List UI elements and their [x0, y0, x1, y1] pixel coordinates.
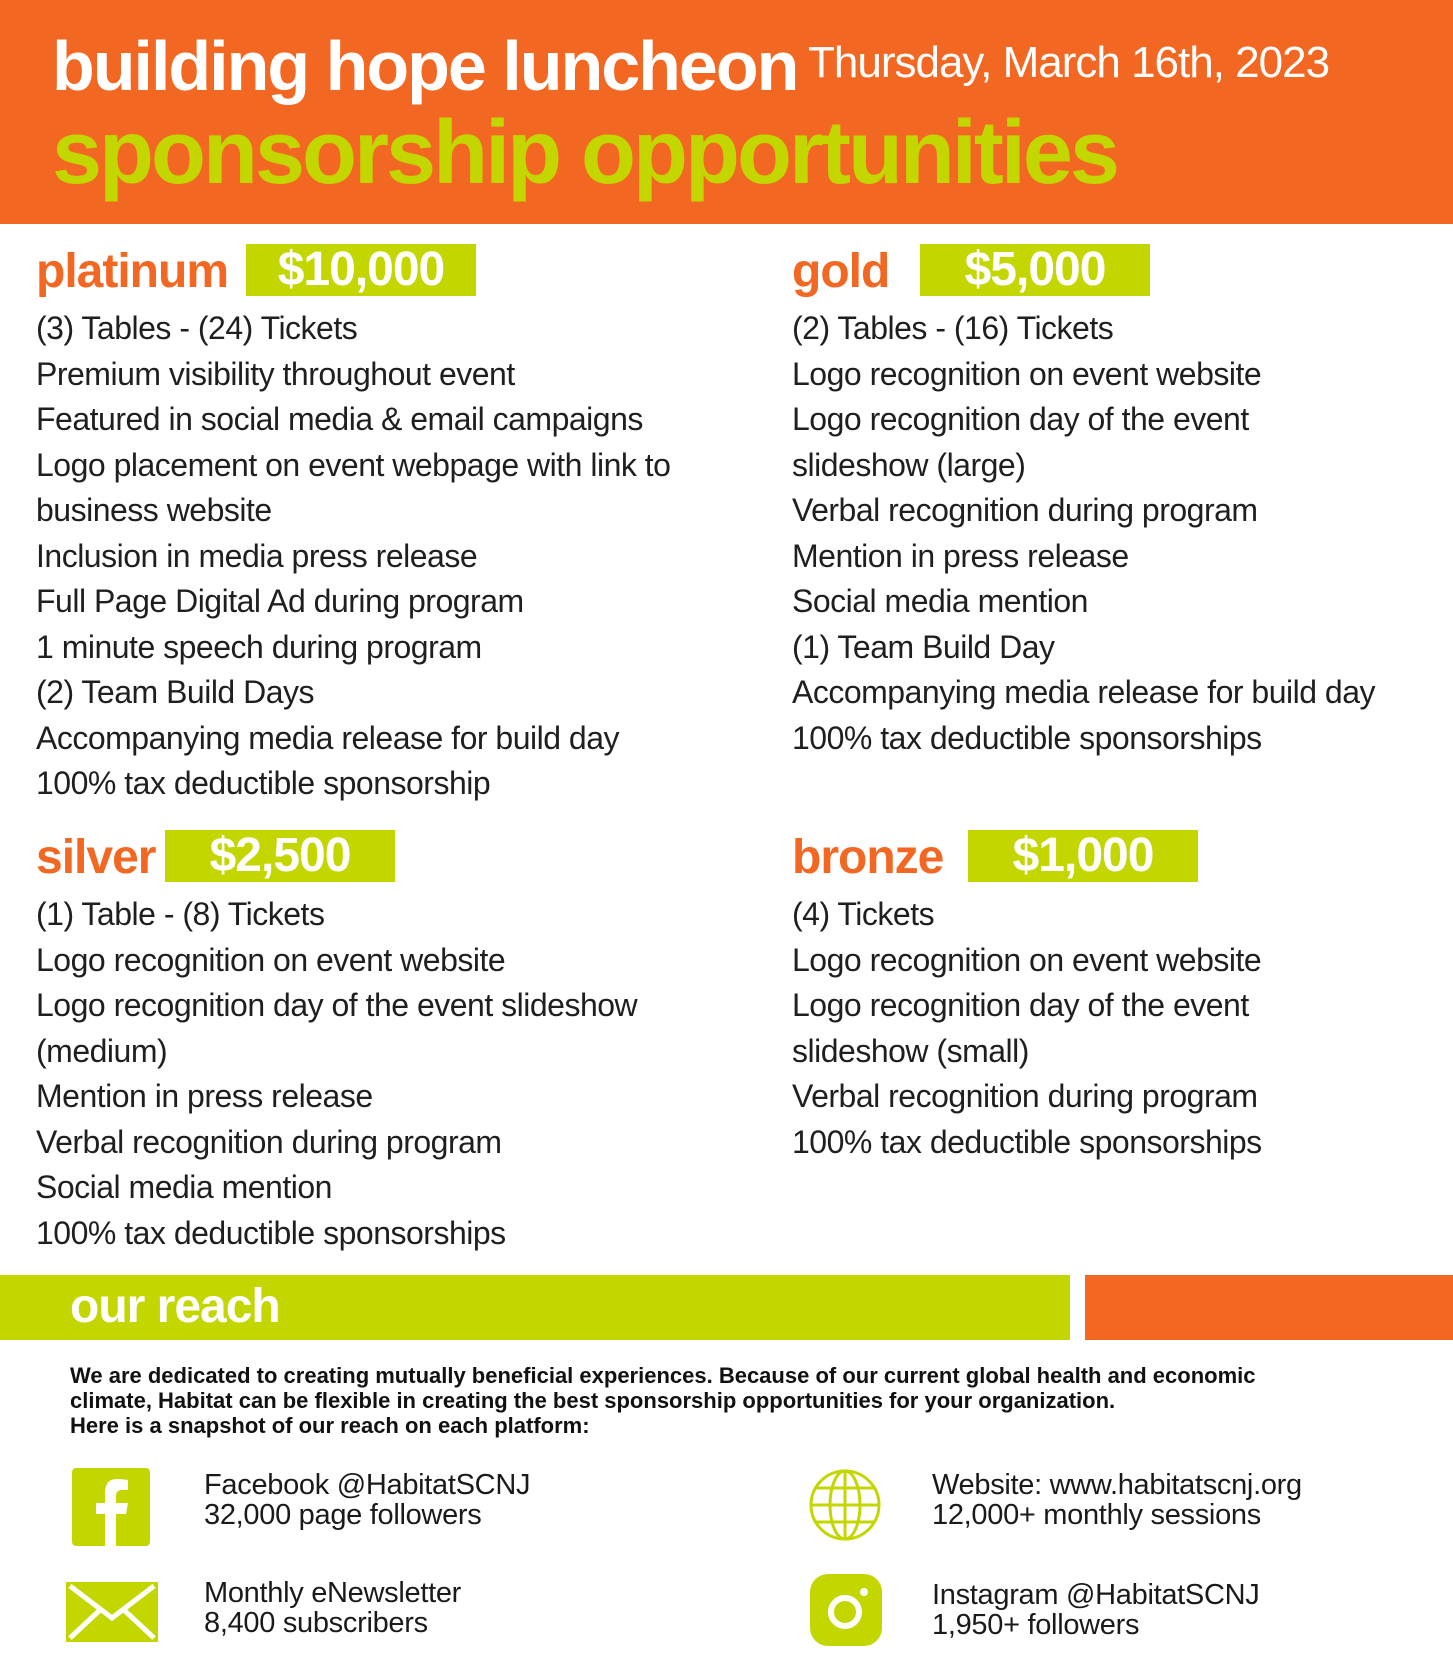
list-item: slideshow (small) — [792, 1032, 1029, 1069]
reach-intro — [70, 1363, 1390, 1438]
tier-price: $5,000 — [920, 244, 1150, 296]
tier-header — [792, 244, 1432, 300]
platform-newsletter — [66, 1576, 626, 1656]
list-item: Accompanying media release for build day — [36, 719, 619, 756]
reach-title: our reach — [70, 1280, 280, 1333]
envelope-icon — [66, 1582, 158, 1642]
benefit-list — [792, 892, 1432, 1165]
intro-line: Here is a snapshot of our reach on each platform: — [70, 1413, 590, 1438]
list-item: Logo recognition on event website — [36, 941, 506, 978]
list-item: Premium visibility throughout event — [36, 355, 515, 392]
tier-header — [36, 244, 756, 300]
list-item: slideshow (large) — [792, 446, 1026, 483]
list-item: Inclusion in media press release — [36, 537, 478, 574]
list-item: Verbal recognition during program — [36, 1123, 502, 1160]
tier-price: $2,500 — [165, 830, 395, 882]
benefit-list — [792, 306, 1432, 761]
list-item: Logo recognition on event website — [792, 941, 1262, 978]
tier-name: silver — [36, 831, 156, 884]
tier-platinum — [36, 244, 756, 807]
platform-name: Website: www.habitatscnj.org — [932, 1469, 1302, 1501]
list-item: Mention in press release — [36, 1078, 373, 1114]
globe-icon — [808, 1468, 882, 1542]
tier-gold — [792, 244, 1432, 761]
list-item: Accompanying media release for build day — [792, 674, 1375, 710]
list-item: Logo recognition day of the event — [792, 401, 1249, 437]
facebook-icon — [72, 1468, 150, 1546]
platform-text — [204, 1578, 461, 1638]
list-item: Logo placement on event webpage with link to — [36, 446, 671, 483]
intro-line: We are dedicated to creating mutually beneficial experiences. Because of our current global health and economic — [70, 1363, 1256, 1388]
list-item: 100% tax deductible sponsorships — [792, 1123, 1262, 1160]
list-item: Social media mention — [792, 583, 1088, 619]
platform-website — [808, 1468, 1408, 1548]
list-item: Logo recognition day of the event slideshow — [36, 987, 638, 1023]
platform-name: Facebook @HabitatSCNJ — [204, 1469, 531, 1501]
list-item: Full Page Digital Ad during program — [36, 583, 524, 619]
event-date: Thursday, March 16th, 2023 — [808, 38, 1330, 87]
list-item: Logo recognition day of the event — [792, 987, 1249, 1023]
tier-name: bronze — [792, 831, 944, 884]
list-item: (2) Tables - (16) Tickets — [792, 310, 1114, 346]
platform-stat: 1,950+ followers — [932, 1609, 1140, 1641]
tier-price: $1,000 — [968, 830, 1198, 882]
list-item: (2) Team Build Days — [36, 674, 315, 710]
list-item: 100% tax deductible sponsorship — [36, 765, 491, 801]
list-item: (medium) — [36, 1032, 168, 1069]
platform-name: Monthly eNewsletter — [204, 1577, 462, 1609]
platform-facebook — [72, 1468, 632, 1548]
platform-stat: 12,000+ monthly sessions — [932, 1499, 1261, 1531]
benefit-list — [36, 892, 756, 1256]
platform-text — [932, 1470, 1302, 1530]
platform-text — [204, 1470, 530, 1530]
tier-name: platinum — [36, 245, 228, 298]
platform-stat: 8,400 subscribers — [204, 1607, 428, 1639]
benefit-list — [36, 306, 756, 807]
platform-instagram — [810, 1574, 1410, 1654]
list-item: Logo recognition on event website — [792, 355, 1262, 392]
list-item: Verbal recognition during program — [792, 492, 1258, 528]
list-item: Mention in press release — [792, 537, 1129, 574]
list-item: (1) Table - (8) Tickets — [36, 896, 325, 932]
list-item: (1) Team Build Day — [792, 628, 1055, 665]
reach-accent-bar — [1085, 1275, 1453, 1340]
tier-silver — [36, 830, 756, 1256]
platform-text — [932, 1580, 1259, 1640]
list-item: (4) Tickets — [792, 896, 935, 932]
list-item: Featured in social media & email campaigns — [36, 401, 643, 437]
event-title: building hope luncheon — [52, 27, 798, 105]
list-item: 100% tax deductible sponsorships — [792, 719, 1262, 756]
platform-name: Instagram @HabitatSCNJ — [932, 1579, 1260, 1611]
list-item: 1 minute speech during program — [36, 628, 482, 665]
intro-line: climate, Habitat can be flexible in creating the best sponsorship opportunities for your organization. — [70, 1388, 1116, 1413]
tier-price: $10,000 — [246, 244, 476, 296]
tier-header — [36, 830, 756, 886]
platform-stat: 32,000 page followers — [204, 1499, 482, 1531]
tier-name: gold — [792, 245, 890, 298]
list-item: (3) Tables - (24) Tickets — [36, 310, 358, 346]
tier-bronze — [792, 830, 1432, 1165]
list-item: Verbal recognition during program — [792, 1078, 1258, 1114]
reach-banner — [0, 1275, 1070, 1340]
list-item: 100% tax deductible sponsorships — [36, 1214, 506, 1251]
list-item: Social media mention — [36, 1169, 332, 1205]
page-subtitle: sponsorship opportunities — [52, 103, 1117, 203]
list-item: business website — [36, 492, 272, 528]
tier-header — [792, 830, 1432, 886]
instagram-icon — [810, 1574, 882, 1646]
header-banner — [0, 0, 1453, 224]
